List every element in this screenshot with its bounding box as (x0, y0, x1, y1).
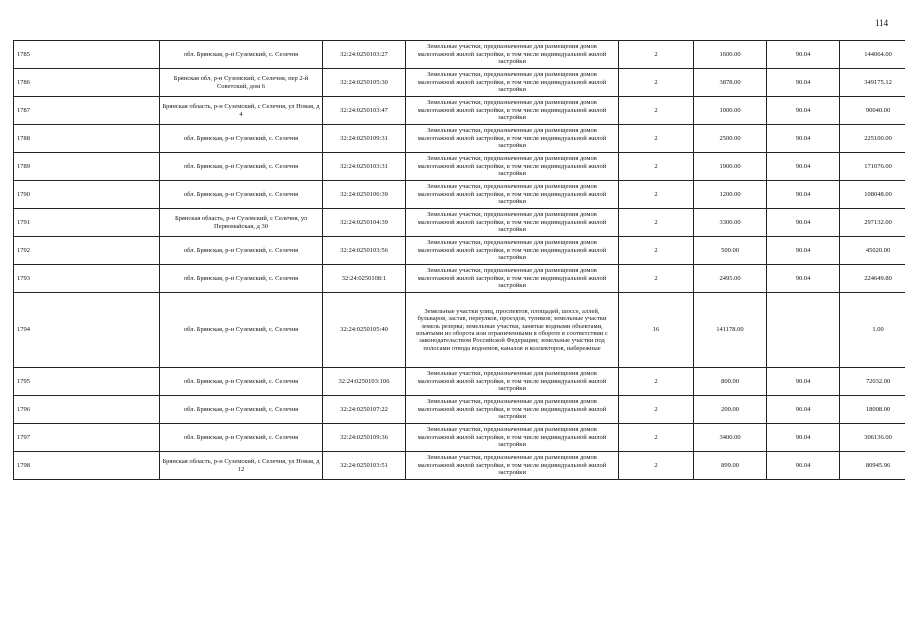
cadastral-value-cell: 225100.00 (840, 125, 905, 153)
area-cell: 3300.00 (694, 209, 767, 237)
use-group-cell: 2 (619, 452, 694, 480)
land-use-cell: Земельные участки, предназначенные для размещения домов малоэтажной жилой застройки, в том числе индивидуальной жилой застройки (406, 265, 619, 293)
use-group-cell: 2 (619, 396, 694, 424)
area-cell: 1000.00 (694, 97, 767, 125)
land-use-cell: Земельные участки, предназначенные для размещения домов малоэтажной жилой застройки, в том числе индивидуальной жилой застройки (406, 452, 619, 480)
specific-value-cell: 90.04 (767, 237, 840, 265)
specific-value-cell: 90.04 (767, 368, 840, 396)
use-group-cell: 2 (619, 97, 694, 125)
cadastral-number-cell: 32:24:0250103:47 (323, 97, 406, 125)
table-row (14, 41, 905, 69)
area-cell: 500.00 (694, 237, 767, 265)
address-cell: Брянская область, р-н Суземский, с Селечня, ул Новая, д 4 (160, 97, 323, 125)
land-use-cell: Земельные участки, предназначенные для размещения домов малоэтажной жилой застройки, в том числе индивидуальной жилой застройки (406, 153, 619, 181)
specific-value-cell: 90.04 (767, 125, 840, 153)
table-row (14, 424, 905, 452)
use-group-cell: 2 (619, 237, 694, 265)
table-row (14, 69, 905, 97)
area-cell: 200.00 (694, 396, 767, 424)
cadastral-value-cell: 297132.00 (840, 209, 905, 237)
table-row (14, 181, 905, 209)
area-cell: 899.00 (694, 452, 767, 480)
area-cell: 2500.00 (694, 125, 767, 153)
cadastral-value-cell: 1.00 (840, 293, 905, 368)
table-row (14, 97, 905, 125)
specific-value-cell: 90.04 (767, 424, 840, 452)
land-use-cell: Земельные участки, предназначенные для размещения домов малоэтажной жилой застройки, в том числе индивидуальной жилой застройки (406, 181, 619, 209)
table-row (14, 452, 905, 480)
area-cell: 800.00 (694, 368, 767, 396)
land-use-cell: Земельные участки, предназначенные для размещения домов малоэтажной жилой застройки, в том числе индивидуальной жилой застройки (406, 209, 619, 237)
area-cell: 1600.00 (694, 41, 767, 69)
address-cell: обл. Брянская, р-н Суземский, с. Селечня (160, 153, 323, 181)
cadastral-number-cell: 32:24:0250108:1 (323, 265, 406, 293)
area-cell: 3400.00 (694, 424, 767, 452)
specific-value-cell (767, 293, 840, 368)
cadastral-number-cell: 32:24:0250104:39 (323, 209, 406, 237)
row-number-cell: 1793 (14, 265, 160, 293)
row-number-cell: 1797 (14, 424, 160, 452)
use-group-cell: 2 (619, 69, 694, 97)
row-number-cell: 1791 (14, 209, 160, 237)
use-group-cell: 2 (619, 265, 694, 293)
row-number-cell: 1786 (14, 69, 160, 97)
cadastral-value-cell: 306136.00 (840, 424, 905, 452)
specific-value-cell: 90.04 (767, 69, 840, 97)
cadastral-value-cell: 171076.00 (840, 153, 905, 181)
address-cell: обл. Брянская, р-н Суземский, с. Селечня (160, 125, 323, 153)
cadastral-number-cell: 32:24:0250109:36 (323, 424, 406, 452)
table-row (14, 368, 905, 396)
table-row (14, 209, 905, 237)
specific-value-cell: 90.04 (767, 153, 840, 181)
table-body (14, 41, 905, 480)
cadastral-value-table (13, 40, 905, 480)
cadastral-number-cell: 32:24:0250103:51 (323, 452, 406, 480)
use-group-cell: 16 (619, 293, 694, 368)
row-number-cell: 1796 (14, 396, 160, 424)
land-use-cell: Земельные участки, предназначенные для размещения домов малоэтажной жилой застройки, в том числе индивидуальной жилой застройки (406, 69, 619, 97)
use-group-cell: 2 (619, 153, 694, 181)
specific-value-cell: 90.04 (767, 452, 840, 480)
specific-value-cell: 90.04 (767, 41, 840, 69)
cadastral-number-cell: 32:24:0250109:31 (323, 125, 406, 153)
table-row (14, 125, 905, 153)
cadastral-value-cell: 18008.00 (840, 396, 905, 424)
cadastral-value-cell: 224649.80 (840, 265, 905, 293)
land-use-cell: Земельные участки улиц, проспектов, площадей, шоссе, аллей, бульваров, застав, переулков, проездов, тупиков; земельные участки земель резерва; земельные участки, занятые водными объектами, изъятыми из оборота или ограниченными в обороте в соответствии с законодательством Российской Федерации; земельные участки под полосами отвода водоемов, каналов и коллекторов, набережные (406, 293, 619, 368)
use-group-cell: 2 (619, 41, 694, 69)
table-row (14, 396, 905, 424)
land-use-cell: Земельные участки, предназначенные для размещения домов малоэтажной жилой застройки, в том числе индивидуальной жилой застройки (406, 424, 619, 452)
row-number-cell: 1794 (14, 293, 160, 368)
table-row (14, 293, 905, 368)
specific-value-cell: 90.04 (767, 97, 840, 125)
land-use-cell: Земельные участки, предназначенные для размещения домов малоэтажной жилой застройки, в том числе индивидуальной жилой застройки (406, 368, 619, 396)
address-cell: обл. Брянская, р-н Суземский, с. Селечня (160, 265, 323, 293)
cadastral-number-cell: 32:24:0250107:22 (323, 396, 406, 424)
use-group-cell: 2 (619, 181, 694, 209)
cadastral-value-cell: 80945.96 (840, 452, 905, 480)
cadastral-number-cell: 32:24:0250103:106 (323, 368, 406, 396)
address-cell: обл. Брянская, р-н Суземский, с. Селечня (160, 424, 323, 452)
land-use-cell: Земельные участки, предназначенные для размещения домов малоэтажной жилой застройки, в том числе индивидуальной жилой застройки (406, 97, 619, 125)
address-cell: Брянская обл, р-н Суземский, с Селечня, пер 2-й Советский, дом 6 (160, 69, 323, 97)
specific-value-cell: 90.04 (767, 209, 840, 237)
address-cell: обл. Брянская, р-н Суземский, с. Селечня (160, 181, 323, 209)
area-cell: 1200.00 (694, 181, 767, 209)
address-cell: Брянская область, р-н Суземский, с Селечня, ул Новая, д 12 (160, 452, 323, 480)
row-number-cell: 1795 (14, 368, 160, 396)
use-group-cell: 2 (619, 125, 694, 153)
address-cell: обл. Брянская, р-н Суземский, с. Селечня (160, 237, 323, 265)
cadastral-value-cell: 72032.00 (840, 368, 905, 396)
address-cell: обл. Брянская, р-н Суземский, с. Селечня (160, 368, 323, 396)
use-group-cell: 2 (619, 368, 694, 396)
cadastral-number-cell: 32:24:0250105:30 (323, 69, 406, 97)
row-number-cell: 1785 (14, 41, 160, 69)
page-number: 114 (875, 18, 889, 28)
specific-value-cell: 90.04 (767, 181, 840, 209)
land-use-cell: Земельные участки, предназначенные для размещения домов малоэтажной жилой застройки, в том числе индивидуальной жилой застройки (406, 125, 619, 153)
cadastral-value-cell: 45020.00 (840, 237, 905, 265)
land-use-cell: Земельные участки, предназначенные для размещения домов малоэтажной жилой застройки, в том числе индивидуальной жилой застройки (406, 396, 619, 424)
cadastral-number-cell: 32:24:0250106:39 (323, 181, 406, 209)
area-cell: 1900.00 (694, 153, 767, 181)
table-row (14, 153, 905, 181)
row-number-cell: 1798 (14, 452, 160, 480)
use-group-cell: 2 (619, 424, 694, 452)
cadastral-number-cell: 32:24:0250103:27 (323, 41, 406, 69)
area-cell: 2495.00 (694, 265, 767, 293)
address-cell: обл. Брянская, р-н Суземский, с. Селечня (160, 41, 323, 69)
row-number-cell: 1790 (14, 181, 160, 209)
row-number-cell: 1788 (14, 125, 160, 153)
cadastral-value-cell: 349175.12 (840, 69, 905, 97)
address-cell: обл. Брянская, р-н Суземский, с. Селечня (160, 396, 323, 424)
address-cell: обл. Брянская, р-н Суземский, с. Селечня (160, 293, 323, 368)
area-cell: 3878.00 (694, 69, 767, 97)
cadastral-value-cell: 90040.00 (840, 97, 905, 125)
table-row (14, 237, 905, 265)
land-use-cell: Земельные участки, предназначенные для размещения домов малоэтажной жилой застройки, в том числе индивидуальной жилой застройки (406, 237, 619, 265)
cadastral-number-cell: 32:24:0250103:31 (323, 153, 406, 181)
cadastral-number-cell: 32:24:0250103:56 (323, 237, 406, 265)
row-number-cell: 1789 (14, 153, 160, 181)
row-number-cell: 1792 (14, 237, 160, 265)
specific-value-cell: 90.04 (767, 396, 840, 424)
specific-value-cell: 90.04 (767, 265, 840, 293)
table-row (14, 265, 905, 293)
area-cell: 141178.00 (694, 293, 767, 368)
cadastral-value-cell: 108048.00 (840, 181, 905, 209)
land-use-cell: Земельные участки, предназначенные для размещения домов малоэтажной жилой застройки, в том числе индивидуальной жилой застройки (406, 41, 619, 69)
use-group-cell: 2 (619, 209, 694, 237)
address-cell: Брянская область, р-н Суземский, с Селечня, ул Первомайская, д 30 (160, 209, 323, 237)
cadastral-value-cell: 144064.00 (840, 41, 905, 69)
row-number-cell: 1787 (14, 97, 160, 125)
cadastral-number-cell: 32:24:0250105:40 (323, 293, 406, 368)
